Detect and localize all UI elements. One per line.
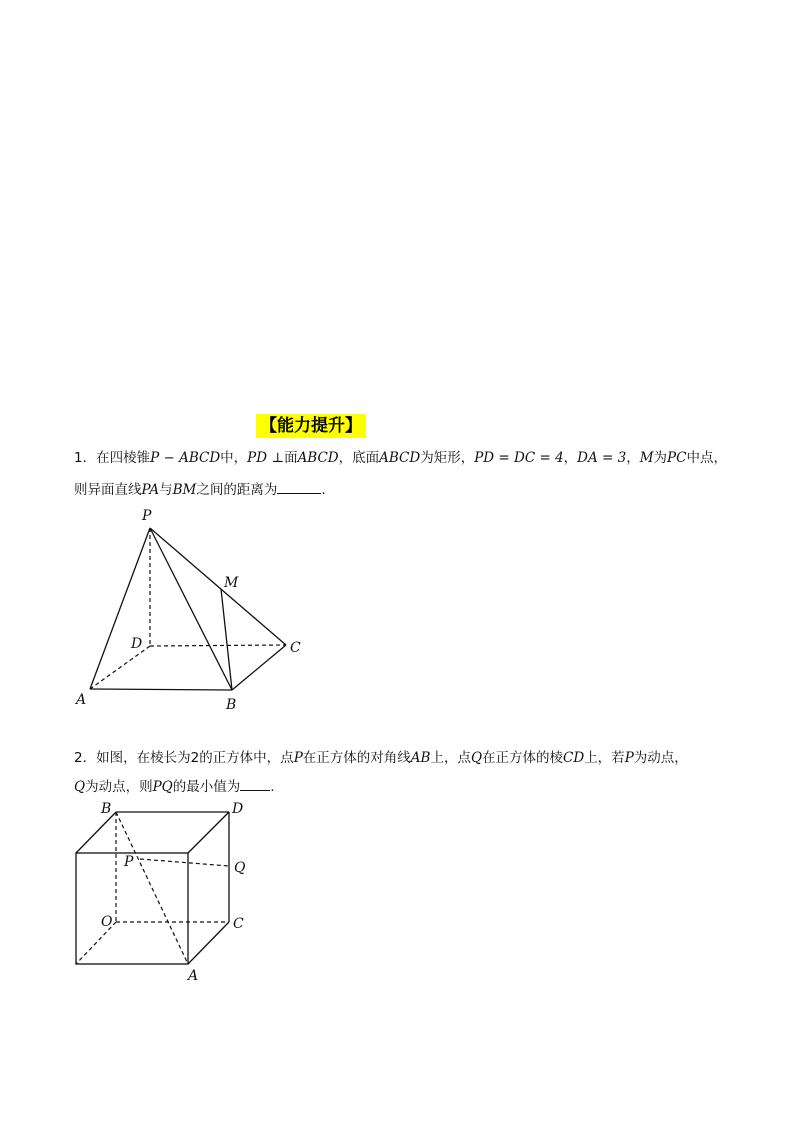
math-expression: DA = 3: [577, 450, 627, 466]
math-expression: Q: [74, 779, 86, 795]
problem1-number: 1．: [74, 450, 97, 466]
problem2-line2-end: .: [270, 779, 275, 795]
text-fragment: 如图，在棱长为: [96, 750, 191, 766]
text-fragment: 与: [159, 482, 173, 498]
label-Q: Q: [234, 860, 246, 876]
text-fragment: ，: [563, 450, 578, 466]
label-A: A: [76, 692, 87, 708]
label-C: C: [290, 640, 301, 656]
math-expression: PQ: [152, 779, 173, 795]
text-fragment: 在正方体的棱: [482, 750, 564, 766]
label-A: A: [188, 968, 199, 984]
text-fragment: 的最小值为: [172, 779, 241, 795]
text-fragment: 为: [653, 450, 668, 466]
text-fragment: 之间的距离为: [196, 482, 278, 498]
math-expression: P − ABCD: [150, 450, 221, 466]
text-fragment: 在正方体的对角线: [302, 750, 411, 766]
text-fragment: 在四棱锥: [96, 450, 151, 466]
text-fragment: 的正方体中，点: [199, 750, 294, 766]
text-fragment: ，: [626, 450, 640, 466]
math-expression: ABCD: [379, 450, 421, 466]
section-title: 【能力提升】: [256, 414, 366, 438]
text-fragment: 中，: [220, 450, 248, 466]
math-expression: PC: [667, 450, 687, 466]
math-expression: BM: [172, 482, 197, 498]
diagonal-AB: [116, 812, 188, 964]
label-B: B: [101, 801, 112, 817]
text-fragment: 则异面直线: [74, 482, 142, 498]
edge-top-left: [76, 812, 116, 853]
segment-PQ: [140, 859, 229, 866]
math-expression: M: [639, 450, 654, 466]
text-fragment: 中点，: [686, 450, 727, 466]
math-expression: AB: [410, 750, 431, 766]
math-expression: ABCD: [297, 450, 339, 466]
text-fragment: ，底面: [338, 450, 380, 466]
text-fragment: 上，点: [430, 750, 471, 766]
text-fragment: 2: [190, 750, 200, 766]
edge-top-right: [188, 812, 229, 853]
label-P: P: [124, 854, 134, 870]
text-fragment: 上，若: [584, 750, 625, 766]
label-O: O: [101, 914, 113, 930]
math-expression: Q: [470, 750, 483, 766]
label-M: M: [224, 575, 239, 591]
math-expression: CD: [563, 750, 585, 766]
text-fragment: 面: [284, 450, 298, 466]
problem1-line2-end: .: [321, 482, 326, 498]
math-expression: PD = DC = 4: [474, 450, 564, 466]
text-fragment: 为矩形，: [420, 450, 475, 466]
label-D: D: [131, 636, 143, 652]
edge-bottom-right: [188, 922, 229, 964]
math-expression: PD ⊥: [247, 450, 285, 466]
text-fragment: 为动点，则: [85, 779, 153, 795]
problem2-number: 2．: [74, 750, 97, 766]
label-P: P: [142, 508, 152, 524]
text-fragment: 为动点，: [633, 750, 688, 766]
label-D: D: [232, 801, 244, 817]
label-C: C: [233, 916, 244, 932]
math-expression: P: [293, 750, 303, 766]
label-B: B: [226, 697, 237, 713]
math-expression: P: [624, 750, 634, 766]
math-expression: PA: [141, 482, 160, 498]
